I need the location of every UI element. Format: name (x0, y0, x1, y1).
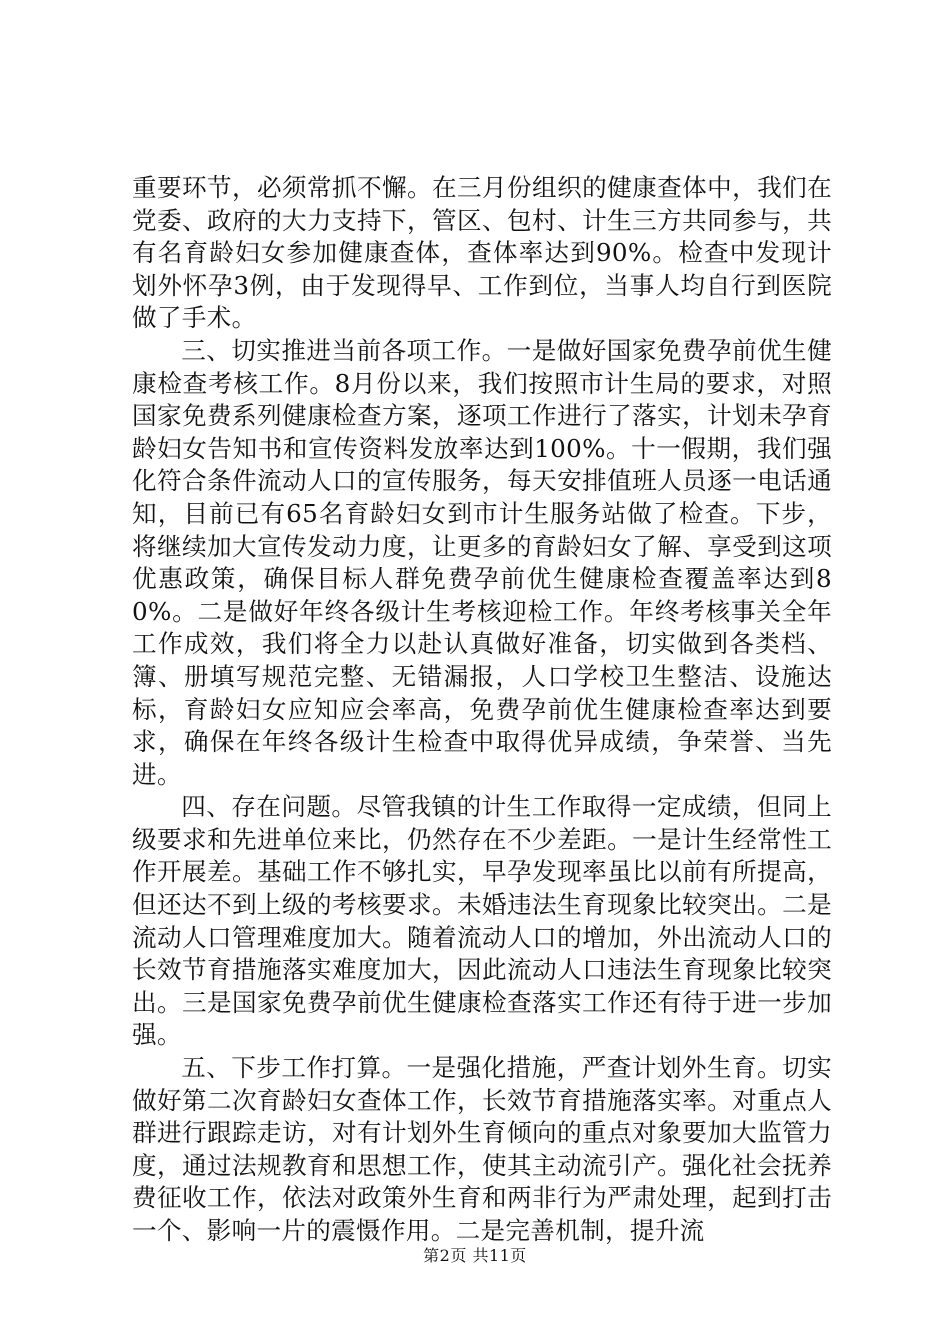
paragraph-section-three: 三、切实推进当前各项工作。一是做好国家免费孕前优生健康检查考核工作。8月份以来，我们按照市计生局的要求，对照国家免费系列健康检查方案，逐项工作进行了落实，计划未孕育龄妇女告知书和宣传资料发放率达到100%。十一假期，我们强化符合条件流动人口的宣传服务，每天安排值班人员逐一电话通知，目前已有65名育龄妇女到市计生服务站做了检查。下步，将继续加大宣传发动力度，让更多的育龄妇女了解、享受到这项优惠政策，确保目标人群免费孕前优生健康检查覆盖率达到80%。二是做好年终各级计生考核迎检工作。年终考核事关全年工作成效，我们将全力以赴认真做好准备，切实做到各类档、簿、册填写规范完整、无错漏报，人口学校卫生整洁、设施达标，育龄妇女应知应会率高，免费孕前优生健康检查率达到要求，确保在年终各级计生检查中取得优异成绩，争荣誉、当先进。 (132, 335, 832, 789)
paragraph-section-five: 五、下步工作打算。一是强化措施，严查计划外生育。切实做好第二次育龄妇女查体工作，长效节育措施落实率。对重点人群进行跟踪走访，对有计划外生育倾向的重点对象要加大监管力度，通过法规教育和思想工作，使其主动流引产。强化社会抚养费征收工作，依法对政策外生育和两非行为严肃处理，起到打击一个、影响一片的震慑作用。二是完善机制，提升流 (132, 1053, 832, 1245)
paragraph-continuation: 重要环节，必须常抓不懈。在三月份组织的健康查体中，我们在党委、政府的大力支持下，管区、包村、计生三方共同参与，共有名育龄妇女参加健康查体，查体率达到90%。检查中发现计划外怀孕3例，由于发现得早、工作到位，当事人均自行到医院做了手术。 (132, 173, 832, 333)
document-body (132, 172, 832, 1248)
page-number-footer: 第2页 共11页 (423, 1246, 527, 1265)
paragraph-section-four: 四、存在问题。尽管我镇的计生工作取得一定成绩，但同上级要求和先进单位来比，仍然存在不少差距。一是计生经常性工作开展差。基础工作不够扎实，早孕发现率虽比以前有所提高，但还达不到上级的考核要求。未婚违法生育现象比较突出。二是流动人口管理难度加大。随着流动人口的增加，外出流动人口的长效节育措施落实难度加大，因此流动人口违法生育现象比较突出。三是国家免费孕前优生健康检查落实工作还有待于进一步加强。 (132, 792, 832, 1050)
